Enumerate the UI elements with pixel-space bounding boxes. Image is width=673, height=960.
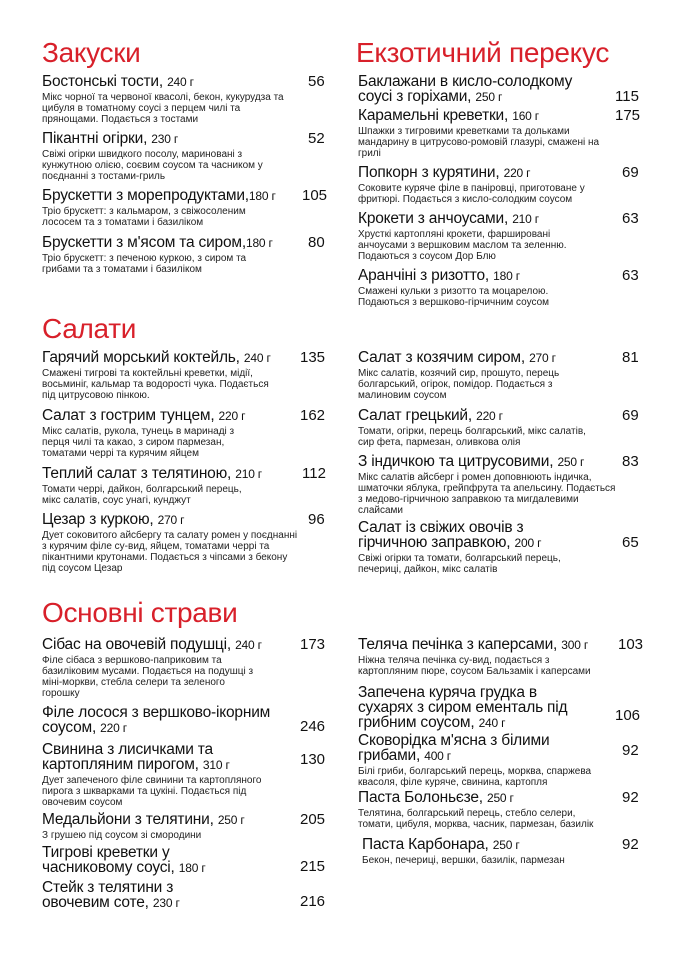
item-name: Крокети з анчоусами, (358, 210, 509, 227)
item-weight: 220 г (476, 409, 503, 423)
item-name: Салат із свіжих овочів з гірчичною заправкою, (358, 519, 524, 551)
item-price: 92 (622, 742, 639, 759)
menu-item (42, 131, 292, 182)
item-description: Тріо брускетт: з печеною куркою, з сиром та грибами та з томатами і базиліком (42, 253, 247, 275)
item-name: Запечена куряча грудка в сухарях з сиром ементаль під грибним соусом, (358, 684, 568, 731)
item-name: З індичкою та цитрусовими, (358, 453, 554, 470)
menu-item (42, 408, 302, 459)
item-price: 135 (300, 349, 326, 366)
item-name: Теляча печінка з каперсами, (358, 636, 558, 653)
item-price: 105 (302, 187, 328, 204)
item-weight: 240 г (167, 75, 194, 89)
item-weight: 220 г (218, 409, 246, 423)
item-name: Аранчіні з ризотто, (358, 267, 490, 284)
menu-item (358, 790, 613, 830)
item-name: Попкорн з курятини, (358, 164, 500, 181)
item-price: 69 (622, 164, 639, 181)
section-title-mains: Основні страви (42, 597, 238, 628)
menu-item (42, 637, 307, 699)
menu-item (358, 74, 603, 105)
item-description: Тріо брускетт: з кальмаром, з свіжосоленим лососем та з томатами і базиліком (42, 206, 246, 228)
item-weight: 180 г (493, 269, 520, 283)
item-name: Баклажани в кисло-солодкому соусі з горіхами, (358, 73, 573, 105)
item-price: 112 (302, 465, 326, 482)
item-description: Томати, огірки, перець болгарський, мікс салатів, сир фета, пармезан, оливкова олія (358, 426, 586, 448)
item-price: 63 (622, 267, 639, 284)
item-weight: 250 г (492, 838, 520, 852)
item-price: 205 (300, 811, 326, 828)
item-weight: 240 г (478, 716, 506, 730)
menu-item (42, 880, 227, 911)
item-name: Брускетти з морепродуктами, (42, 187, 249, 204)
item-price: 63 (622, 210, 639, 227)
menu-item (42, 845, 242, 876)
item-weight: 180 г (248, 189, 276, 203)
item-weight: 310 г (202, 758, 230, 772)
item-name: Карамельні креветки, (358, 107, 509, 124)
item-weight: 220 г (100, 721, 127, 735)
item-name: Сковорідка м'ясна з білими грибами, (358, 732, 550, 764)
item-price: 215 (300, 858, 326, 875)
item-weight: 210 г (235, 467, 262, 481)
item-description: Томати черрі, дайкон, болгарський перець, мікс салатів, соус унагі, кунджут (42, 484, 242, 506)
item-price: 56 (308, 73, 325, 90)
menu-item (358, 108, 603, 159)
item-description: Хрусткі картопляні крокети, фаршировані анчоусами з вершковим маслом та зеленню. Подаються з соусом Дор Блю (358, 229, 567, 262)
item-price: 130 (300, 751, 326, 768)
item-price: 103 (618, 636, 644, 653)
item-name: Паста Карбонара, (362, 836, 489, 853)
item-price: 69 (622, 407, 639, 424)
item-name: Гарячий морський коктейль, (42, 349, 240, 366)
item-price: 106 (615, 707, 641, 724)
item-description: Смажені кульки з ризотто та моцарелою. Подаються з вершково-гірчичним соусом (358, 286, 550, 308)
item-price: 92 (622, 836, 639, 853)
item-weight: 230 г (152, 896, 180, 910)
item-price: 96 (308, 511, 325, 528)
item-description: Мікс салатів, рукола, тунець в маринаді з перця чилі та какао, з сиром пармезан, томатами черрі та курячим яйцем (42, 426, 235, 459)
item-weight: 250 г (557, 455, 585, 469)
menu-item (358, 454, 623, 516)
menu-item (358, 637, 623, 677)
item-weight: 250 г (217, 813, 245, 827)
item-weight: 200 г (514, 536, 542, 550)
menu-item (42, 512, 304, 574)
menu-item (42, 350, 304, 401)
menu-item (358, 350, 613, 401)
item-price: 92 (622, 789, 639, 806)
item-description: Білі гриби, болгарський перець, морква, спаржева квасоля, філе куряче, свинина, картопля (358, 766, 592, 788)
item-name: Медальйони з телятини, (42, 811, 214, 828)
item-name: Паста Болоньєзе, (358, 789, 483, 806)
item-weight: 180 г (178, 861, 206, 875)
item-price: 175 (615, 107, 641, 124)
item-name: Філе лосося з вершково-ікорним соусом, (42, 704, 271, 736)
item-weight: 240 г (235, 638, 262, 652)
item-price: 216 (300, 893, 326, 910)
item-weight: 210 г (512, 212, 539, 226)
item-weight: 270 г (157, 513, 185, 527)
item-price: 246 (300, 718, 326, 735)
item-description: Мікс салатів айсберг і ромен доповнюють індичка, шматочки яблука, грейпфрута та апельсину. Подається з медово-гірчичною заправкою та мигдалевими слайсами (358, 472, 616, 516)
menu-item (42, 74, 292, 125)
section-title-exotic: Екзотичний перекус (356, 37, 610, 68)
item-name: Пікантні огірки, (42, 130, 148, 147)
item-description: Свіжі огірки та томати, болгарський перець, печериці, дайкон, мікс салатів (358, 553, 561, 575)
item-description: Шпажки з тигровими креветками та дольками мандарину в цитрусово-ромовій глазурі, смажені на грилі (358, 126, 600, 159)
menu-item (358, 165, 613, 205)
item-weight: 240 г (243, 351, 271, 365)
item-name: Цезар з куркою, (42, 511, 154, 528)
item-price: 173 (300, 636, 326, 653)
item-name: Салат з козячим сиром, (358, 349, 525, 366)
item-name: Салат грецький, (358, 407, 472, 424)
item-price: 83 (622, 453, 639, 470)
item-name: Тигрові креветки у часниковому соусі, (42, 844, 175, 876)
menu-item (358, 408, 613, 448)
menu-item (42, 235, 307, 275)
item-price: 52 (308, 130, 325, 147)
item-description: Філе сібаса з вершково-паприковим та базиліковим мусами. Подається на подушці з міні-моркви, стебла селери та зеленого горошку (42, 655, 254, 699)
menu-item (362, 837, 612, 866)
item-price: 115 (615, 88, 639, 105)
item-weight: 160 г (512, 109, 539, 123)
section-title-salads: Салати (42, 313, 137, 344)
menu-item (358, 685, 588, 731)
item-weight: 230 г (151, 132, 179, 146)
item-weight: 250 г (475, 90, 503, 104)
item-description: Мікс чорної та червоної квасолі, бекон, кукурудза та цибуля в томатному соусі з перцем чилі та прянощами. Подається з тостами (42, 92, 284, 125)
item-weight: 400 г (424, 749, 451, 763)
menu-item (42, 742, 282, 808)
item-price: 162 (300, 407, 326, 424)
section-title-zakusky: Закуски (42, 37, 141, 68)
item-description: Дует соковитого айсбергу та салату ромен у поєднанні з курячим філе су-вид, яйцем, томатами черрі та пікантними крутонами. Подається з чіпсами з бекону під соусом Цезар (42, 530, 298, 574)
menu-item (42, 188, 302, 228)
item-description: Смажені тигрові та коктейльні креветки, мідії, восьминіг, кальмар та водорості чука. Подається під цитрусовою пінкою. (42, 368, 269, 401)
item-name: Салат з гострим тунцем, (42, 407, 215, 424)
item-weight: 220 г (503, 166, 531, 180)
menu-item (358, 733, 608, 788)
menu-item (358, 268, 613, 308)
item-weight: 300 г (561, 638, 588, 652)
item-name: Бостонські тости, (42, 73, 163, 90)
menu-item (358, 520, 588, 575)
menu-item (42, 705, 272, 736)
item-name: Стейк з телятини з овочевим соте, (42, 879, 174, 911)
item-description: Ніжна теляча печінка су-вид, подається з картопляним пюре, соусом Бальзамік і каперсами (358, 655, 591, 677)
item-price: 80 (308, 234, 325, 251)
item-name: Брускетти з м'ясом та сиром, (42, 234, 246, 251)
menu-item (42, 812, 292, 841)
item-description: Соковите куряче філе в паніровці, приготоване у фритюрі. Подається з кисло-солодким соусом (358, 183, 585, 205)
item-price: 81 (622, 349, 639, 366)
item-weight: 270 г (529, 351, 556, 365)
item-name: Свинина з лисичками та картопляним пирогом, (42, 741, 213, 773)
item-description: Бекон, печериці, вершки, базилік, пармезан (362, 855, 565, 866)
item-description: З грушею під соусом зі смородини (42, 830, 202, 841)
menu-item (358, 211, 613, 262)
item-weight: 180 г (245, 236, 273, 250)
item-description: Дует запеченого філе свинини та картопляного пирога з шкварками та цукіні. Подається під овочевим соусом (42, 775, 262, 808)
item-price: 65 (622, 534, 639, 551)
item-description: Телятина, болгарський перець, стебло селери, томати, цибуля, морква, часник, пармезан, базилік (358, 808, 594, 830)
item-weight: 250 г (486, 791, 514, 805)
menu-item (42, 466, 302, 506)
item-name: Сібас на овочевій подушці, (42, 636, 231, 653)
item-description: Свіжі огірки швидкого посолу, мариновані з кунжутною олією, соєвим соусом та часником у поєднанні з тостами-гриль (42, 149, 263, 182)
item-description: Мікс салатів, козячий сир, прошуто, перець болгарський, огірок, помідор. Подається з малиновим соусом (358, 368, 560, 401)
item-name: Теплий салат з телятиною, (42, 465, 232, 482)
